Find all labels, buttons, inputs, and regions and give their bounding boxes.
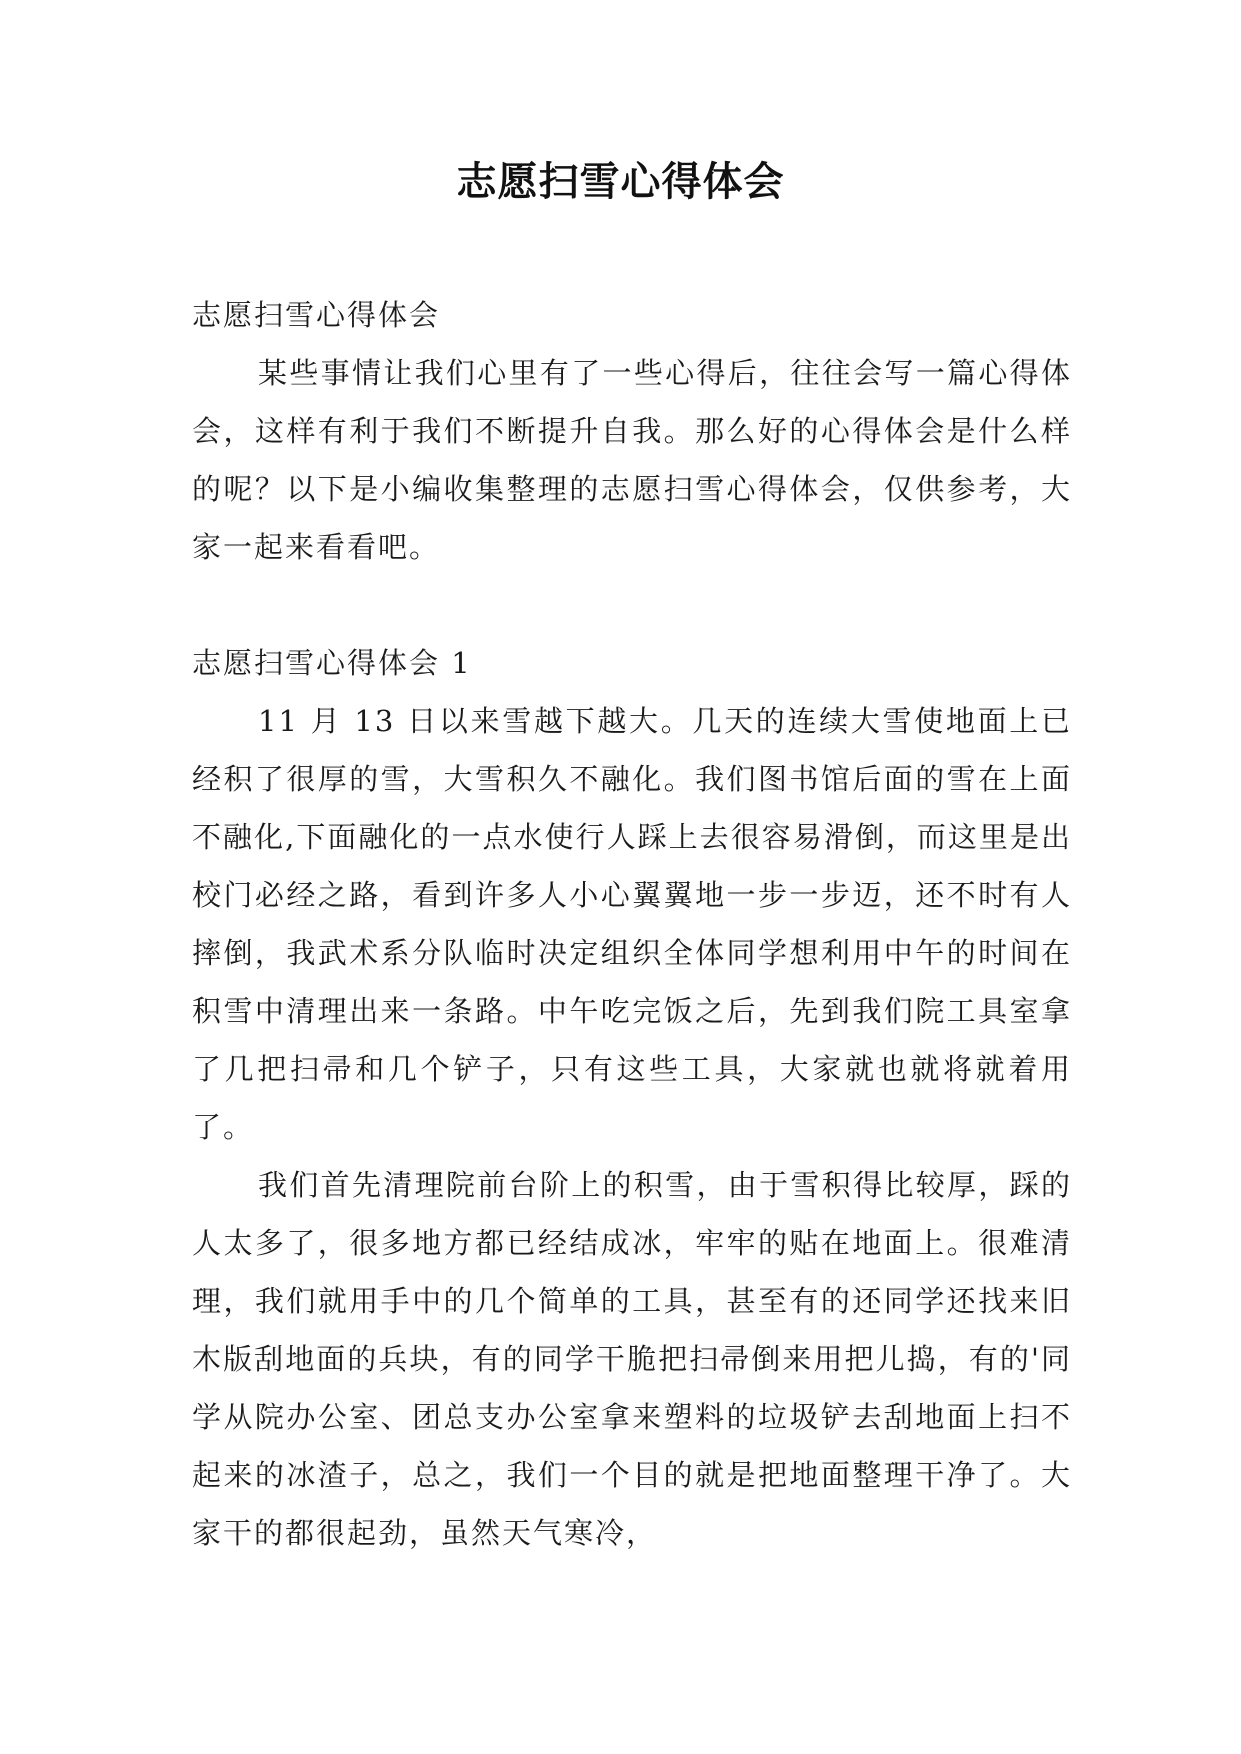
- section-spacer: [192, 576, 1072, 634]
- section-heading: 志愿扫雪心得体会 1: [192, 646, 472, 680]
- intro-paragraph: 某些事情让我们心里有了一些心得后，往往会写一篇心得体会，这样有利于我们不断提升自我。那么好的心得体会是什么样的呢？以下是小编收集整理的志愿扫雪心得体会，仅供参考，大家一起来看看吧。: [192, 356, 1072, 564]
- document-body: [192, 286, 1072, 1562]
- body-paragraph: 我们首先清理院前台阶上的积雪，由于雪积得比较厚，踩的人太多了，很多地方都已经结成冰，牢牢的贴在地面上。很难清理，我们就用手中的几个简单的工具，甚至有的还同学还找来旧木版刮地面的兵块，有的同学干脆把扫帚倒来用把儿捣，有的'同学从院办公室、团总支办公室拿来塑料的垃圾铲去刮地面上扫不起来的冰渣子，总之，我们一个目的就是把地面整理干净了。大家干的都很起劲，虽然天气寒冷，: [192, 1168, 1072, 1550]
- document-title: 志愿扫雪心得体会: [456, 159, 785, 205]
- intro-heading: 志愿扫雪心得体会: [192, 298, 441, 332]
- body-paragraph: 11 月 13 日以来雪越下越大。几天的连续大雪使地面上已经积了很厚的雪，大雪积久不融化。我们图书馆后面的雪在上面不融化,下面融化的一点水使行人踩上去很容易滑倒，而这里是出校门必经之路，看到许多人小心翼翼地一步一步迈，还不时有人摔倒，我武术系分队临时决定组织全体同学想利用中午的时间在积雪中清理出来一条路。中午吃完饭之后，先到我们院工具室拿了几把扫帚和几个铲子，只有这些工具，大家就也就将就着用了。: [192, 704, 1072, 1144]
